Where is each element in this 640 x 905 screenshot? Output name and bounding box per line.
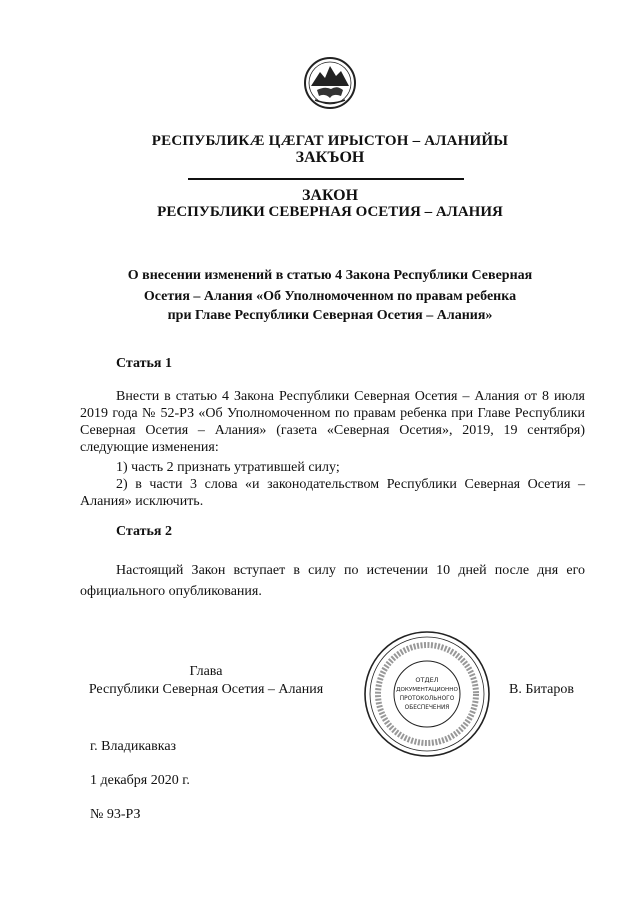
stamp-line-3: ПРОТОКОЛЬНОГО — [399, 696, 455, 702]
stamp-line-1: ОТДЕЛ — [415, 676, 439, 684]
subject-line-1: О внесении изменений в статью 4 Закона Республики Северная — [127, 268, 533, 283]
subject-line-2: Осетия – Алания «Об Уполномоченном по правам ребенка — [143, 289, 517, 304]
article-1-item-1: 1) часть 2 признать утратившей силу; — [116, 460, 340, 475]
title-divider — [188, 178, 464, 180]
russian-law-title: ЗАКОН — [301, 187, 359, 204]
ossetian-republic-title: РЕСПУБЛИКӔ ЦӔГАТ ИРЫСТОН – АЛАНИЙЫ — [151, 133, 509, 149]
signatory-title-line-1: Глава — [189, 664, 223, 679]
signatory-title — [80, 663, 332, 699]
stamp-line-4: ОБЕСПЕЧЕНИЯ — [404, 705, 450, 711]
russian-republic-title: РЕСПУБЛИКИ СЕВЕРНАЯ ОСЕТИЯ – АЛАНИЯ — [157, 204, 503, 220]
signatory-name: В. Битаров — [509, 682, 574, 697]
article-1-heading: Статья 1 — [116, 356, 172, 371]
subject-line-3: при Главе Республики Северная Осетия – Алания» — [167, 308, 493, 323]
signing-date: 1 декабря 2020 г. — [90, 773, 190, 788]
signatory-title-line-2: Республики Северная Осетия – Алания — [88, 682, 324, 697]
article-1-intro: Внести в статью 4 Закона Республики Северная Осетия – Алания от 8 июля 2019 года № 52-РЗ «Об Уполномоченном по правам ребенка при Главе Республики Северная Осетия – Алания» (газета «Северная Осетия», 2019, 19 сентября) следующие изменения: — [80, 389, 585, 455]
article-1-item-2: 2) в части 3 слова «и законодательством Республики Северная Осетия – Алания» исключить. — [80, 477, 585, 509]
article-2-text: Настоящий Закон вступает в силу по истечении 10 дней после дня его официального опубликования. — [80, 563, 585, 599]
ossetian-law-title: ЗАКЪОН — [295, 149, 365, 166]
stamp-line-2: ДОКУМЕНТАЦИОННО — [396, 687, 458, 693]
signing-place: г. Владикавказ — [90, 739, 177, 754]
coat-of-arms-emblem — [303, 56, 357, 110]
official-seal-stamp — [362, 629, 492, 759]
article-2-heading: Статья 2 — [116, 524, 172, 539]
law-number: № 93-РЗ — [90, 807, 141, 822]
